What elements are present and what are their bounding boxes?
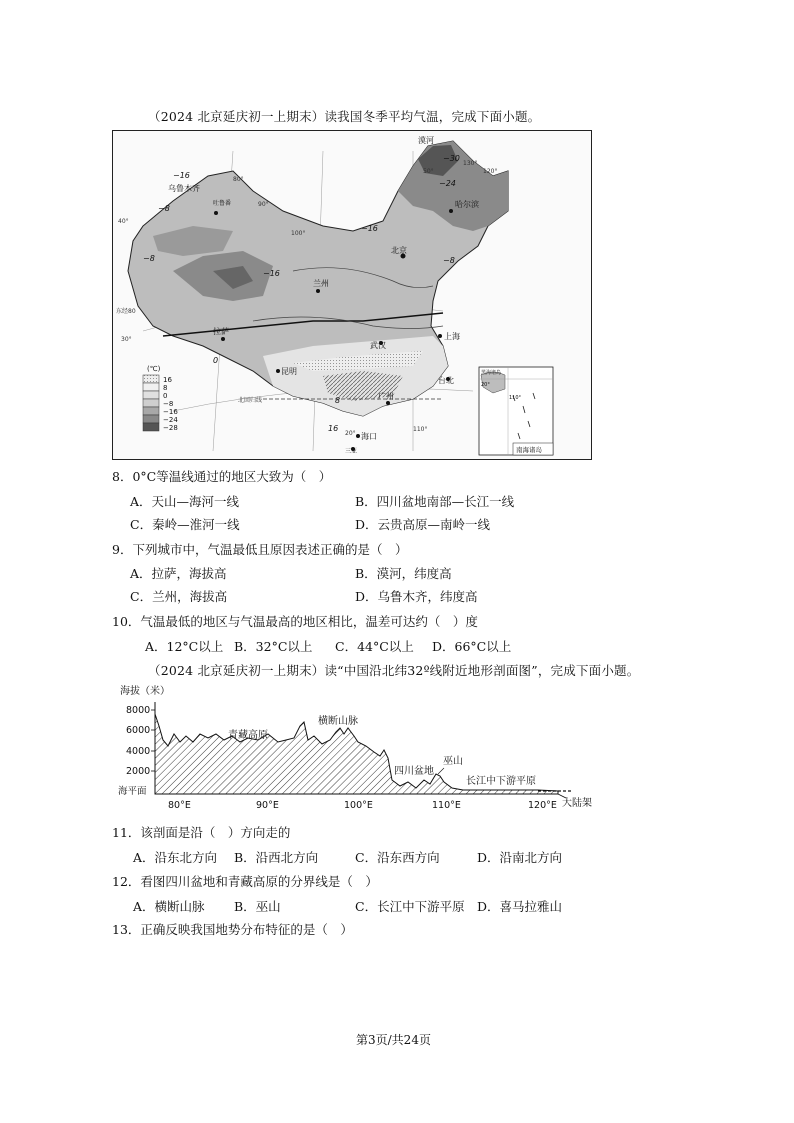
city-label: 北京 bbox=[391, 246, 407, 255]
profile-annotation: 青藏高原 bbox=[228, 730, 268, 741]
question-10-option-d[interactable]: D．66°C以上 bbox=[432, 639, 512, 654]
legend-value: 0 bbox=[163, 392, 168, 400]
profile-annotation: 巫山 bbox=[443, 756, 463, 767]
ytick-label: 海平面 bbox=[118, 786, 147, 797]
question-11-option-b[interactable]: B．沿西北方向 bbox=[234, 850, 319, 865]
city-label: 广州 bbox=[378, 392, 394, 401]
legend-value: −28 bbox=[163, 424, 178, 432]
profile-annotation: 四川盆地 bbox=[394, 766, 434, 777]
question-8-option-b[interactable]: B．四川盆地南部—长江一线 bbox=[355, 494, 515, 509]
profile-annotation: 长江中下游平原 bbox=[466, 776, 536, 787]
city-label: 台北 bbox=[438, 376, 454, 385]
winter-temperature-map bbox=[112, 130, 592, 460]
isotherm-label: −30 bbox=[443, 154, 460, 163]
ytick-label: 2000 bbox=[126, 766, 151, 777]
legend-value: 16 bbox=[163, 376, 172, 384]
xtick-label: 100°E bbox=[344, 800, 373, 810]
isotherm-label: −8 bbox=[143, 254, 155, 263]
isotherm-label: −24 bbox=[439, 179, 456, 188]
isotherm-label: −8 bbox=[443, 256, 455, 265]
isotherm-label: 16 bbox=[328, 424, 339, 433]
terrain-profile-diagram bbox=[118, 682, 598, 810]
ytick-label: 6000 bbox=[126, 725, 151, 736]
city-label: 漠河 bbox=[418, 136, 434, 145]
page-footer: 第3页/共24页 bbox=[356, 1033, 431, 1047]
question-12-option-a[interactable]: A．横断山脉 bbox=[133, 899, 205, 914]
map-svg bbox=[113, 131, 591, 459]
isotherm-label: 8 bbox=[335, 396, 341, 405]
city-label: 拉萨 bbox=[213, 327, 229, 336]
legend-unit: (℃) bbox=[147, 365, 161, 373]
isotherm-label: 0 bbox=[213, 356, 219, 365]
inset-title: 南海诸岛 bbox=[516, 446, 542, 454]
question-9-option-a[interactable]: A．拉萨，海拔高 bbox=[130, 566, 227, 581]
map-legend bbox=[143, 365, 178, 432]
profile-svg bbox=[118, 682, 598, 810]
profile-annotation: 横断山脉 bbox=[318, 716, 358, 727]
latitude-label: 50° bbox=[423, 168, 434, 175]
city-label: 海口 bbox=[361, 432, 377, 441]
isotherm-label: −16 bbox=[173, 171, 190, 180]
legend-value: −16 bbox=[163, 408, 178, 416]
inset-lat: 20° bbox=[481, 382, 490, 388]
longitude-label: 130° bbox=[463, 160, 478, 167]
question-12-option-d[interactable]: D．喜马拉雅山 bbox=[477, 899, 563, 914]
map-misc-label: 北回归线 bbox=[238, 397, 263, 404]
city-label: 乌鲁木齐 bbox=[168, 184, 200, 193]
question-9-stem: 9．下列城市中，气温最低且原因表述正确的是（ ） bbox=[112, 542, 408, 557]
xtick-label: 110°E bbox=[432, 800, 461, 810]
longitude-label: 110° bbox=[413, 426, 428, 433]
longitude-label: 90° bbox=[258, 201, 269, 208]
xtick-label: 120°E bbox=[528, 800, 557, 810]
latitude-label: 20° bbox=[345, 430, 356, 437]
longitude-label: 120° bbox=[483, 168, 498, 175]
inset-label: 黑海诸岛 bbox=[481, 370, 502, 376]
ytick-label: 8000 bbox=[126, 705, 151, 716]
city-label: 武汉 bbox=[370, 341, 386, 350]
question-10-option-a[interactable]: A．12°C以上 bbox=[145, 639, 224, 654]
question-8-stem: 8．0°C等温线通过的地区大致为（ ） bbox=[112, 469, 332, 484]
question-11-option-d[interactable]: D．沿南北方向 bbox=[477, 850, 563, 865]
longitude-label: 80° bbox=[233, 176, 244, 183]
city-label: 吐鲁番 bbox=[213, 200, 232, 207]
question-11-option-c[interactable]: C．沿东西方向 bbox=[355, 850, 440, 865]
city-label: 三亚 bbox=[345, 448, 358, 455]
question-13-stem: 13．正确反映我国地势分布特征的是（ ） bbox=[112, 922, 353, 937]
question-8-option-a[interactable]: A．天山—海河一线 bbox=[130, 494, 240, 509]
question-12-stem: 12．看图四川盆地和青藏高原的分界线是（ ） bbox=[112, 874, 378, 889]
isotherm-label: −16 bbox=[361, 224, 378, 233]
city-label: 哈尔滨 bbox=[455, 200, 479, 209]
legend-value: −24 bbox=[163, 416, 178, 424]
question-12-option-b[interactable]: B．巫山 bbox=[234, 899, 281, 914]
question-9-option-b[interactable]: B．漠河，纬度高 bbox=[355, 566, 452, 581]
question-12-option-c[interactable]: C．长江中下游平原 bbox=[355, 899, 465, 914]
isotherm-label: −8 bbox=[158, 204, 170, 213]
longitude-label: 100° bbox=[291, 230, 306, 237]
legend-value: 8 bbox=[163, 384, 168, 392]
question-9-option-d[interactable]: D．乌鲁木齐，纬度高 bbox=[355, 589, 478, 604]
xtick-label: 90°E bbox=[256, 800, 279, 810]
section1-intro: （2024 北京延庆初一上期末）读我国冬季平均气温，完成下面小题。 bbox=[148, 109, 541, 124]
question-10-stem: 10．气温最低的地区与气温最高的地区相比，温差可达约（ ）度 bbox=[112, 614, 478, 629]
profile-ylabel: 海拔（米） bbox=[120, 686, 170, 697]
city-label: 兰州 bbox=[313, 279, 329, 288]
latitude-label: 40° bbox=[118, 218, 129, 225]
inset-lon: 110° bbox=[509, 395, 522, 401]
ytick-label: 4000 bbox=[126, 746, 151, 757]
latitude-label: 30° bbox=[121, 336, 132, 343]
isotherm-label: −16 bbox=[263, 269, 280, 278]
legend-value: −8 bbox=[163, 400, 174, 408]
south-china-sea-inset bbox=[479, 367, 553, 455]
question-11-stem: 11．该剖面是沿（ ）方向走的 bbox=[112, 825, 291, 840]
question-10-option-c[interactable]: C．44°C以上 bbox=[335, 639, 414, 654]
city-label: 上海 bbox=[444, 332, 460, 341]
question-10-option-b[interactable]: B．32°C以上 bbox=[234, 639, 313, 654]
profile-annotation: 大陆架 bbox=[562, 798, 592, 809]
question-8-option-d[interactable]: D．云贵高原—南岭一线 bbox=[355, 517, 491, 532]
section2-intro: （2024 北京延庆初一上期末）读“中国沿北纬32º线附近地形剖面图”，完成下面小题。 bbox=[148, 663, 640, 678]
question-8-option-c[interactable]: C．秦岭—淮河一线 bbox=[130, 517, 240, 532]
xtick-label: 80°E bbox=[168, 800, 191, 810]
question-9-option-c[interactable]: C．兰州，海拔高 bbox=[130, 589, 228, 604]
question-11-option-a[interactable]: A．沿东北方向 bbox=[133, 850, 218, 865]
city-label: 昆明 bbox=[281, 367, 297, 376]
map-misc-label: 东经80 bbox=[116, 308, 136, 315]
